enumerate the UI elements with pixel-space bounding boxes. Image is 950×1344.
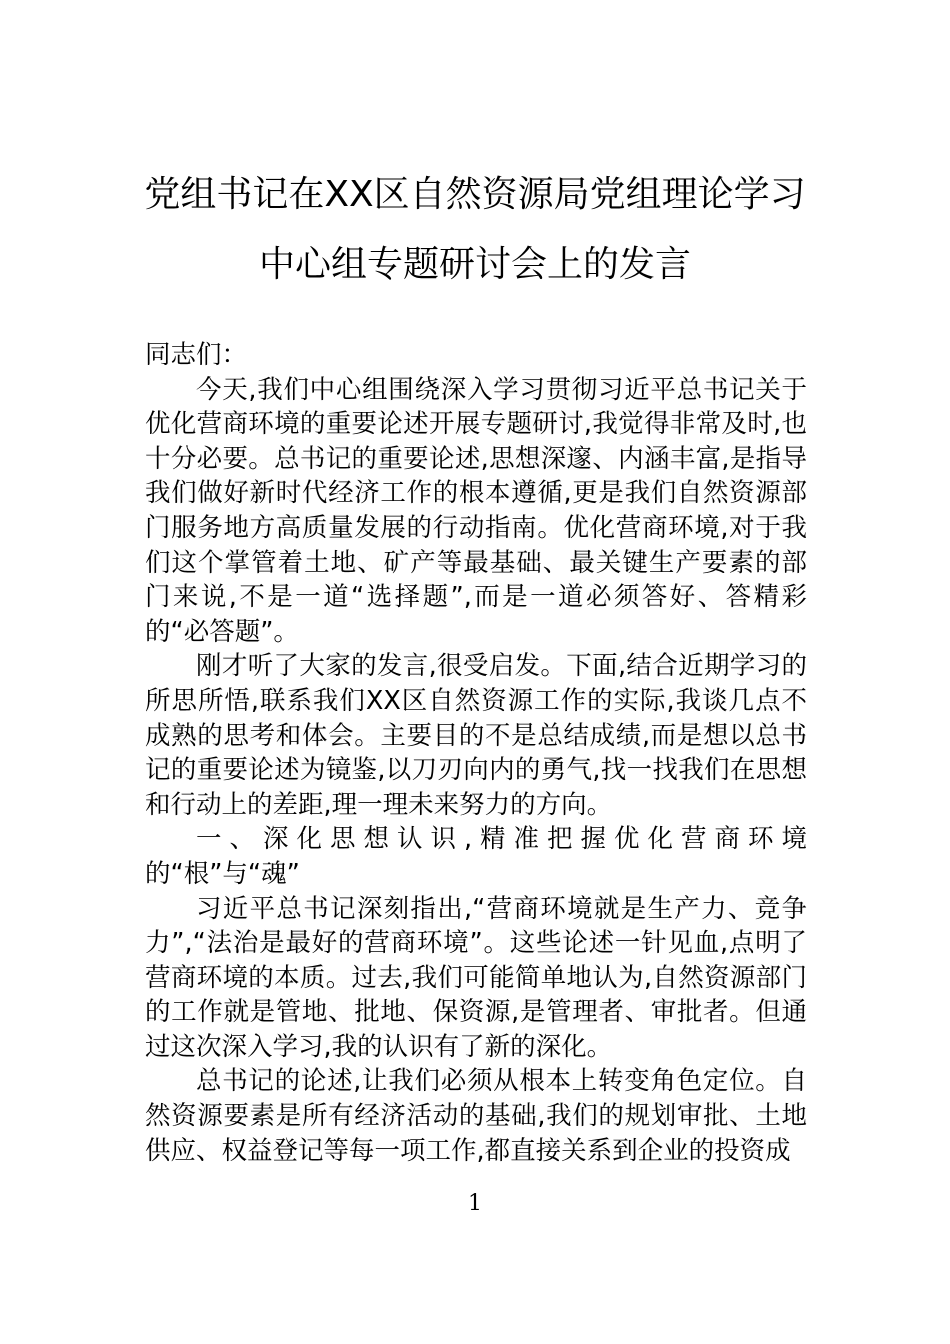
body-paragraph-4: 总书记的论述,让我们必须从根本上转变角色定位。自然资源要素是所有经济活动的基础,我们的规划审批、土地供应、权益登记等每一项工作,都直接关系到企业的投资成 bbox=[145, 1066, 807, 1166]
document-body bbox=[145, 338, 807, 1168]
body-paragraph-3: 习近平总书记深刻指出,“营商环境就是生产力、竞争力”,“法治是最好的营商环境”。这些论述一针见血,点明了营商环境的本质。过去,我们可能简单地认为,自然资源部门的工作就是管地、批地、保资源,是管理者、审批者。但通过这次深入学习,我的认识有了新的深化。 bbox=[145, 893, 807, 1062]
body-paragraph-1: 今天,我们中心组围绕深入学习贯彻习近平总书记关于优化营商环境的重要论述开展专题研讨,我觉得非常及时,也十分必要。总书记的重要论述,思想深邃、内涵丰富,是指导我们做好新时代经济工作的根本遵循,更是我们自然资源部门服务地方高质量发展的行动指南。优化营商环境,对于我们这个掌管着土地、矿产等最基础、最关键生产要素的部门来说,不是一道“选择题”,而是一道必须答好、答精彩的“必答题”。 bbox=[145, 374, 807, 647]
document-title-line-2: 中心组专题研讨会上的发言 bbox=[258, 244, 691, 285]
document-title-line-1: 党组书记在XX区自然资源局党组理论学习 bbox=[144, 174, 806, 215]
body-paragraph-2: 刚才听了大家的发言,很受启发。下面,结合近期学习的所思所悟,联系我们XX区自然资源工作的实际,我谈几点不成熟的思考和体会。主要目的不是总结成绩,而是想以总书记的重要论述为镜鉴,以刀刃向内的勇气,找一找我们在思想和行动上的差距,理一理未来努力的方向。 bbox=[145, 651, 807, 820]
salutation: 同志们： bbox=[145, 340, 248, 370]
section-heading-1: 一、深化思想认识,精准把握优化营商环境的“根”与“魂” bbox=[145, 824, 807, 889]
page-number: 1 bbox=[468, 1191, 482, 1216]
